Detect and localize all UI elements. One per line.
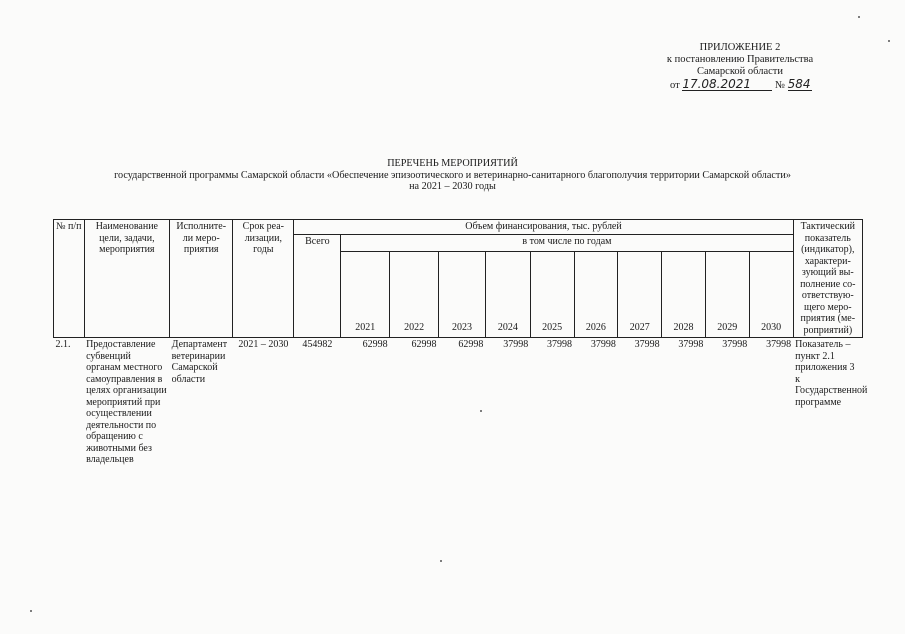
document-title (80, 158, 825, 193)
cell-year-value: 62998 (458, 339, 484, 350)
header-year: 2025 (530, 252, 574, 338)
activities-table (53, 219, 868, 467)
header-term: Срок реа-лизации, годы (233, 220, 294, 338)
header-indicator: Тактический показатель (индикатор), характери-зующий вы-полнение со-ответствую-щего меро-приятия (ме-роприятий) (793, 220, 862, 338)
header-year: 2024 (485, 252, 530, 338)
cell-year-value: 37998 (634, 339, 660, 350)
appendix-region: Самарской области (697, 66, 783, 77)
appendix-resolution: к постановлению Правительства (666, 54, 814, 65)
scan-speck (888, 40, 890, 42)
scan-speck (480, 410, 482, 412)
header-year: 2027 (618, 252, 662, 338)
header-year: 2022 (390, 252, 439, 338)
cell-year-value: 62998 (362, 339, 388, 350)
scan-speck (30, 610, 32, 612)
title-program: государственной программы Самарской области «Обеспечение эпизоотического и ветеринарно-санитарного благополучия территории Самарской области» (114, 169, 791, 181)
cell-year-value: 37998 (547, 339, 573, 350)
appendix-date-row (640, 78, 840, 92)
cell-term: 2021 – 2030 (238, 339, 289, 350)
title-period: на 2021 – 2030 годы (409, 181, 496, 192)
header-total: Всего (294, 234, 341, 338)
header-financing: Объем финансирования, тыс. рублей (294, 220, 793, 235)
handwritten-number: 584 (787, 77, 811, 91)
appendix-title: ПРИЛОЖЕНИЕ 2 (699, 42, 781, 53)
header-year: 2021 (341, 252, 390, 338)
cell-indicator: Показатель – пункт 2.1 приложения 3 к Государственной программе (795, 339, 868, 408)
header-year: 2023 (439, 252, 486, 338)
header-num: № п/п (54, 220, 85, 338)
header-name: Наименование цели, задачи, мероприятия (84, 220, 170, 338)
header-year: 2026 (574, 252, 618, 338)
handwritten-date: 17.08.2021 (682, 78, 772, 91)
cell-year-value: 37998 (503, 339, 529, 350)
header-year: 2030 (749, 252, 793, 338)
cell-num: 2.1. (55, 339, 71, 350)
header-executor: Исполните-ли меро-приятия (170, 220, 233, 338)
appendix-block (640, 42, 840, 92)
cell-year-value: 37998 (722, 339, 748, 350)
header-year: 2029 (705, 252, 749, 338)
cell-name: Предоставление субвенций органам местного самоуправления в целях организации мероприятий при осуществлении деятельности по обращению с животными без владельцев (86, 339, 167, 465)
cell-total: 454982 (302, 339, 333, 350)
cell-year-value: 37998 (590, 339, 616, 350)
date-prefix: от (670, 80, 680, 91)
scan-speck (858, 16, 860, 18)
scan-speck (440, 560, 442, 562)
header-year: 2028 (662, 252, 706, 338)
cell-year-value: 37998 (766, 339, 792, 350)
number-prefix: № (774, 80, 785, 91)
cell-year-value: 62998 (411, 339, 437, 350)
header-by-years: в том числе по годам (341, 234, 793, 252)
cell-year-value: 37998 (678, 339, 704, 350)
title-heading: ПЕРЕЧЕНЬ МЕРОПРИЯТИЙ (387, 158, 518, 169)
table-row (54, 338, 863, 467)
cell-executor: Департамент ветеринарии Самарской области (171, 339, 228, 385)
